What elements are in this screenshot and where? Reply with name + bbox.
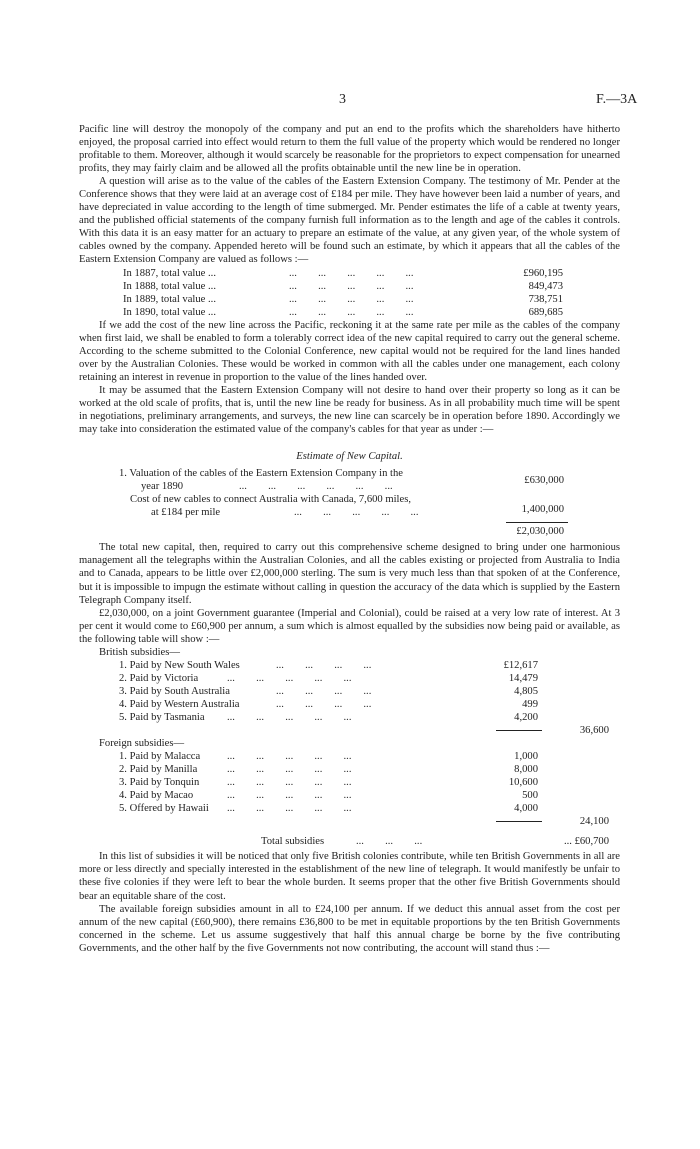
leader-dots: ... ... ... ... ... bbox=[289, 267, 414, 279]
paragraph-8: The available foreign subsidies amount in all to £24,100 per annum. If we deduct this annual asset from the cost per annum of the new capital (£60,900), there remains £36,800 to be met in equitable proportions by the ten British Governments concerned in the scheme. Let us assume suggestively that half this annual charge be borne by the five contributing Governments, and the other half by the five Governments not now contributing, the account will stand thus :— bbox=[79, 903, 620, 954]
row-value: 14,479 bbox=[508, 672, 538, 684]
estimate-item2-line2: at £184 per mile bbox=[151, 507, 221, 519]
row-label: In 1887, total value ... bbox=[123, 267, 216, 279]
foreign-total: 24,100 bbox=[579, 816, 609, 828]
leader-dots: ... ... ... ... ... bbox=[227, 803, 352, 815]
estimate-item1-line2: year 1890 bbox=[141, 481, 184, 493]
paragraph-6: £2,030,000, on a joint Government guarantee (Imperial and Colonial), could be raised at a very low rate of interest. At 3 per cent it would come to £60,900 per annum, a sum which is almost equalled by the subsidies now being paid or available, as the following table will show :— bbox=[79, 607, 620, 645]
row-label: 4. Paid by Western Australia bbox=[119, 698, 240, 710]
table-row bbox=[79, 802, 620, 815]
subtotal-rule bbox=[496, 821, 542, 822]
row-label: 1. Paid by Malacca bbox=[119, 751, 201, 763]
row-label: In 1890, total value ... bbox=[123, 306, 216, 318]
table-row bbox=[79, 280, 620, 293]
leader-dots: ... ... ... ... ... bbox=[289, 280, 414, 292]
paragraph-4: It may be assumed that the Eastern Extension Company will not desire to hand over their property so long as it can be worked at the old scale of profits, that is, until the new line be ready for business. As in all probability much time will be spent in negotiations, preliminary arrangements, and surveys, the new line can scarcely be in operation before 1890. Accordingly we may take into consideration the estimated value of the company's cables for that year as under :— bbox=[79, 384, 620, 436]
row-value: £12,617 bbox=[503, 659, 538, 671]
row-value: 1,000 bbox=[514, 751, 538, 763]
leader-dots: ... ... ... ... ... bbox=[227, 777, 352, 789]
section-code: F.—3A bbox=[596, 92, 638, 107]
row-value: 4,200 bbox=[514, 711, 538, 723]
row-label: 1. Paid by New South Wales bbox=[119, 659, 240, 671]
foreign-heading: Foreign subsidies— bbox=[99, 738, 185, 750]
row-label: 4. Paid by Macao bbox=[119, 790, 194, 802]
leader-dots: ... ... ... ... ... bbox=[227, 711, 352, 723]
british-heading: British subsidies— bbox=[99, 646, 180, 658]
grand-total-label: Total subsidies bbox=[261, 836, 325, 848]
estimate-total-row bbox=[79, 519, 620, 539]
leader-dots: ... ... ... ... bbox=[276, 659, 372, 671]
leader-dots: ... ... ... ... ... bbox=[227, 751, 352, 763]
table-row bbox=[79, 306, 620, 319]
row-label: 2. Paid by Manilla bbox=[119, 764, 198, 776]
table-row bbox=[79, 789, 620, 802]
estimate-table bbox=[79, 467, 620, 539]
paragraph-2: A question will arise as to the value of the cables of the Eastern Extension Company. The testimony of Mr. Pender at the Conference shows that they were laid at an average cost of £184 per mile. They have however been laid a number of years, and have depreciated in value according to the length of time submerged. Mr. Pender estimates the life of a cable at twenty years, and the published official statements of the company furnish full information as to the length and age of the cables it controls. With this data it is an easy matter for an actuary to prepare an estimate of the value, at any given year, of the whole system of cables owned by the company. Appended hereto will be found such an estimate, by which it appears that all the cables of the Eastern Extension Company are valued as follows :— bbox=[79, 176, 620, 266]
row-label: 3. Paid by Tonquin bbox=[119, 777, 200, 789]
row-value: 10,600 bbox=[508, 777, 538, 789]
row-label: 5. Offered by Hawaii bbox=[119, 803, 209, 815]
leader-dots: ... ... ... ... bbox=[276, 698, 372, 710]
estimate-item2-value: 1,400,000 bbox=[521, 504, 564, 516]
subtotal-row bbox=[79, 724, 620, 737]
row-label: 5. Paid by Tasmania bbox=[119, 711, 205, 723]
subtotal-rule bbox=[496, 730, 542, 731]
table-row bbox=[79, 685, 620, 698]
leader-dots: ... ... ... ... ... bbox=[289, 293, 414, 305]
leader-dots: ... ... ... ... ... ... bbox=[239, 481, 393, 493]
row-value: 4,000 bbox=[514, 803, 538, 815]
row-value: 8,000 bbox=[514, 764, 538, 776]
row-label: In 1888, total value ... bbox=[123, 280, 216, 292]
row-value: 4,805 bbox=[514, 685, 538, 697]
leader-dots: ... ... ... bbox=[356, 836, 423, 848]
estimate-item1-value: £630,000 bbox=[524, 475, 564, 487]
leader-dots: ... ... ... ... ... bbox=[227, 764, 352, 776]
paragraph-5: The total new capital, then, required to carry out this comprehensive scheme designed to bring under one harmonious management all the telegraphs within the Australian Colonies, and all the cables existing or projected from Australia to India and to Canada, appears to be little over £2,000,000 sterling. The sum is very much less than that spoken of at the Conference, but it is impossible to impugn the estimate without calling in question the accuracy of the data which is supplied by the Eastern Telegraph Company itself. bbox=[79, 542, 620, 606]
leader-dots: ... ... ... ... ... bbox=[289, 306, 414, 318]
row-value: 689,685 bbox=[528, 306, 563, 318]
paragraph-3: If we add the cost of the new line across the Pacific, reckoning it at the same rate per mile as the cables of the company when first laid, we shall be enabled to form a tolerably correct idea of the new capital required to carry out the general scheme. According to the scheme submitted to the Colonial Conference, new capital would not be required for the land lines handed over by the Australian Colonies. These would be worked in common with all the cables under one management, each colony retaining an interest in revenue in proportion to the value of the lines handed over. bbox=[79, 319, 620, 383]
table-row bbox=[79, 750, 620, 763]
paragraph-7: In this list of subsidies it will be noticed that only five British colonies contribute, while ten British Governments in all are more or less directly and specially interested in the establishment of the new line of telegraph. It would manifestly be unfair to these five colonies if they were left to bear the whole burden. It seems proper that the other five British Governments should bear an equitable share of the cost. bbox=[79, 851, 620, 902]
page-number: 3 bbox=[339, 92, 346, 107]
document-body bbox=[79, 123, 620, 955]
subsidies-table bbox=[79, 646, 620, 851]
leader-dots: ... ... ... ... ... bbox=[227, 672, 352, 684]
table-row bbox=[79, 267, 620, 280]
page-header bbox=[0, 93, 700, 109]
estimate-item1-line1: 1. Valuation of the cables of the Eastern Extension Company in the bbox=[119, 468, 404, 480]
row-value: 500 bbox=[522, 790, 538, 802]
row-value: £960,195 bbox=[523, 267, 563, 279]
table-row bbox=[79, 711, 620, 724]
subsidies-row bbox=[79, 737, 620, 750]
paragraph-1: Pacific line will destroy the monopoly of the company and put an end to the profits which the shareholders have hitherto enjoyed, the proposal carried into effect would return to them the full value of the property which would be rendered no longer profitable to them. Moreover, although it would scarcely be reasonable for the proprietors to expect compensation for unearned profits, they may fairly claim and be allowed all the profits obtainable until the new line be in operation. bbox=[79, 124, 620, 175]
table-row bbox=[79, 698, 620, 711]
leader-dots: ... ... ... ... ... bbox=[294, 507, 419, 519]
table-row bbox=[79, 672, 620, 685]
subtotal-row bbox=[79, 815, 620, 828]
row-label: In 1889, total value ... bbox=[123, 293, 216, 305]
grand-total-row bbox=[79, 828, 620, 850]
grand-total-value: ... £60,700 bbox=[563, 836, 609, 848]
table-row bbox=[79, 293, 620, 306]
row-value: 499 bbox=[522, 698, 538, 710]
cable-values-table bbox=[79, 267, 620, 319]
estimate-title: Estimate of New Capital. bbox=[296, 451, 403, 463]
total-rule bbox=[506, 522, 568, 523]
estimate-total: £2,030,000 bbox=[516, 526, 564, 538]
british-total: 36,600 bbox=[579, 725, 609, 737]
row-value: 738,751 bbox=[528, 293, 563, 305]
leader-dots: ... ... ... ... bbox=[276, 685, 372, 697]
table-row bbox=[79, 763, 620, 776]
row-value: 849,473 bbox=[528, 280, 563, 292]
row-label: 3. Paid by South Australia bbox=[119, 685, 230, 697]
estimate-row bbox=[79, 506, 620, 519]
leader-dots: ... ... ... ... ... bbox=[227, 790, 352, 802]
table-row bbox=[79, 659, 620, 672]
estimate-row bbox=[79, 475, 620, 493]
table-row bbox=[79, 776, 620, 789]
estimate-item2-line1: Cost of new cables to connect Australia with Canada, 7,600 miles, bbox=[130, 494, 411, 506]
row-label: 2. Paid by Victoria bbox=[119, 672, 199, 684]
subsidies-row bbox=[79, 646, 620, 659]
